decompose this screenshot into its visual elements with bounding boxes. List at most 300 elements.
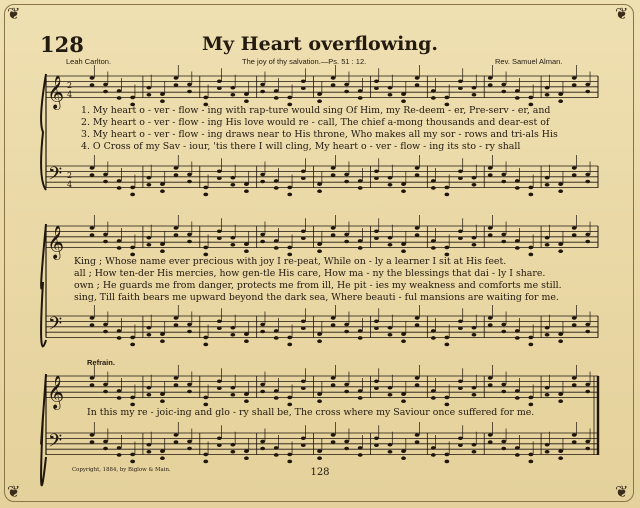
note-head bbox=[174, 83, 179, 87]
note-head bbox=[488, 233, 493, 237]
note-head bbox=[331, 166, 336, 170]
note-head bbox=[146, 86, 151, 90]
note-head bbox=[217, 319, 222, 323]
note-head bbox=[515, 246, 520, 250]
note-head bbox=[187, 390, 192, 394]
note-head bbox=[187, 240, 192, 244]
note-head bbox=[388, 386, 393, 390]
note-head bbox=[444, 453, 449, 457]
note-head bbox=[358, 239, 363, 243]
note-head bbox=[458, 436, 463, 440]
corner-ornament: ❦ bbox=[615, 482, 629, 501]
note-head bbox=[488, 226, 493, 230]
note-head bbox=[130, 396, 135, 400]
note-head bbox=[572, 76, 577, 80]
note-head bbox=[217, 229, 222, 233]
note-head bbox=[287, 96, 292, 100]
note-head bbox=[558, 189, 563, 193]
note-head bbox=[174, 440, 179, 444]
note-head bbox=[572, 173, 577, 177]
verse-2-line-2: all ; How ten-der His mercies, how gen-tle His care, How ma - ny the blessings that dai - ly I share. bbox=[74, 268, 546, 279]
note-head bbox=[301, 436, 306, 440]
note-head bbox=[585, 447, 590, 451]
note-head bbox=[203, 246, 208, 250]
note-head bbox=[317, 242, 322, 246]
note-head bbox=[130, 336, 135, 340]
note-head bbox=[545, 183, 550, 187]
note-head bbox=[160, 339, 165, 343]
time-signature: 4 bbox=[67, 90, 73, 99]
note-head bbox=[301, 379, 306, 383]
note-head bbox=[344, 233, 349, 237]
note-head bbox=[545, 326, 550, 330]
note-head bbox=[217, 436, 222, 440]
note-head bbox=[515, 179, 520, 183]
note-head bbox=[287, 193, 292, 197]
note-head bbox=[558, 392, 563, 396]
note-head bbox=[458, 443, 463, 447]
note-head bbox=[374, 229, 379, 233]
note-head bbox=[501, 390, 506, 394]
note-head bbox=[203, 403, 208, 407]
note-head bbox=[187, 383, 192, 387]
note-head bbox=[160, 332, 165, 336]
note-head bbox=[458, 86, 463, 90]
note-head bbox=[230, 443, 235, 447]
note-head bbox=[117, 389, 122, 393]
note-head bbox=[260, 440, 265, 444]
note-head bbox=[358, 389, 363, 393]
note-head bbox=[103, 173, 108, 177]
note-head bbox=[146, 393, 151, 397]
note-head bbox=[187, 83, 192, 87]
note-head bbox=[301, 443, 306, 447]
note-head bbox=[244, 182, 249, 186]
note-head bbox=[317, 392, 322, 396]
note-head bbox=[217, 236, 222, 240]
note-head bbox=[174, 376, 179, 380]
note-head bbox=[415, 383, 420, 387]
note-head bbox=[358, 329, 363, 333]
note-head bbox=[331, 83, 336, 87]
refrain-lyrics: In this my re - joic-ing and glo - ry shall be, The cross where my Saviour once suffered for me. bbox=[87, 407, 535, 418]
note-head bbox=[572, 433, 577, 437]
note-head bbox=[401, 332, 406, 336]
note-head bbox=[103, 90, 108, 94]
note-head bbox=[344, 390, 349, 394]
note-head bbox=[217, 169, 222, 173]
note-head bbox=[244, 249, 249, 253]
note-head bbox=[90, 173, 95, 177]
note-head bbox=[203, 96, 208, 100]
note-head bbox=[317, 99, 322, 103]
note-head bbox=[358, 179, 363, 183]
verse-4-line-1: 4. O Cross of my Sav - iour, 'tis there I will cling, My heart o - ver - flow - ing its sto - ry shall bbox=[81, 141, 521, 152]
note-head bbox=[187, 90, 192, 94]
note-head bbox=[415, 376, 420, 380]
note-head bbox=[388, 243, 393, 247]
note-head bbox=[458, 386, 463, 390]
note-head bbox=[244, 92, 249, 96]
note-head bbox=[472, 183, 477, 187]
note-head bbox=[415, 316, 420, 320]
note-head bbox=[572, 440, 577, 444]
note-head bbox=[501, 383, 506, 387]
note-head bbox=[160, 99, 165, 103]
note-head bbox=[160, 182, 165, 186]
note-head bbox=[274, 186, 279, 190]
note-head bbox=[230, 86, 235, 90]
brace bbox=[41, 224, 46, 347]
note-head bbox=[585, 90, 590, 94]
note-head bbox=[388, 393, 393, 397]
hymn-number: 128 bbox=[40, 32, 84, 57]
note-head bbox=[585, 440, 590, 444]
note-head bbox=[187, 233, 192, 237]
note-head bbox=[585, 323, 590, 327]
note-head bbox=[374, 326, 379, 330]
verse-3-line-2: own ; He guards me from danger, protects me from ill, He pit - ies my weakness and comforts me still. bbox=[74, 280, 562, 291]
note-head bbox=[90, 166, 95, 170]
note-head bbox=[274, 246, 279, 250]
note-head bbox=[90, 433, 95, 437]
note-head bbox=[317, 249, 322, 253]
note-head bbox=[103, 330, 108, 334]
note-head bbox=[130, 186, 135, 190]
note-head bbox=[515, 329, 520, 333]
note-head bbox=[103, 447, 108, 451]
note-head bbox=[558, 242, 563, 246]
note-head bbox=[130, 96, 135, 100]
note-head bbox=[146, 333, 151, 337]
note-head bbox=[317, 449, 322, 453]
note-head bbox=[374, 236, 379, 240]
note-head bbox=[103, 323, 108, 327]
note-head bbox=[472, 450, 477, 454]
note-head bbox=[388, 450, 393, 454]
note-head bbox=[174, 76, 179, 80]
note-head bbox=[287, 403, 292, 407]
note-head bbox=[585, 233, 590, 237]
note-head bbox=[230, 450, 235, 454]
note-head bbox=[274, 336, 279, 340]
note-head bbox=[90, 376, 95, 380]
note-head bbox=[415, 233, 420, 237]
note-head bbox=[558, 99, 563, 103]
note-head bbox=[585, 330, 590, 334]
note-head bbox=[374, 436, 379, 440]
note-head bbox=[230, 93, 235, 97]
note-head bbox=[274, 446, 279, 450]
note-head bbox=[344, 323, 349, 327]
note-head bbox=[130, 343, 135, 347]
note-head bbox=[217, 386, 222, 390]
note-head bbox=[344, 180, 349, 184]
note-head bbox=[160, 392, 165, 396]
note-head bbox=[103, 383, 108, 387]
note-head bbox=[117, 336, 122, 340]
note-head bbox=[130, 460, 135, 464]
note-head bbox=[472, 176, 477, 180]
note-head bbox=[401, 249, 406, 253]
note-head bbox=[146, 183, 151, 187]
note-head bbox=[515, 446, 520, 450]
note-head bbox=[260, 447, 265, 451]
note-head bbox=[174, 323, 179, 327]
note-head bbox=[274, 89, 279, 93]
note-head bbox=[117, 96, 122, 100]
note-head bbox=[117, 89, 122, 93]
note-head bbox=[117, 246, 122, 250]
note-head bbox=[374, 443, 379, 447]
note-head bbox=[528, 453, 533, 457]
note-head bbox=[301, 86, 306, 90]
note-head bbox=[301, 79, 306, 83]
note-head bbox=[317, 339, 322, 343]
note-head bbox=[488, 173, 493, 177]
note-head bbox=[388, 86, 393, 90]
note-head bbox=[558, 332, 563, 336]
note-head bbox=[331, 323, 336, 327]
note-head bbox=[103, 180, 108, 184]
note-head bbox=[174, 316, 179, 320]
note-head bbox=[488, 433, 493, 437]
note-head bbox=[301, 319, 306, 323]
note-head bbox=[90, 440, 95, 444]
note-head bbox=[388, 326, 393, 330]
note-head bbox=[130, 193, 135, 197]
note-head bbox=[572, 233, 577, 237]
note-head bbox=[585, 383, 590, 387]
note-head bbox=[388, 236, 393, 240]
note-head bbox=[472, 393, 477, 397]
note-head bbox=[472, 93, 477, 97]
note-head bbox=[431, 239, 436, 243]
note-head bbox=[301, 326, 306, 330]
note-head bbox=[458, 236, 463, 240]
note-head bbox=[572, 316, 577, 320]
note-head bbox=[488, 166, 493, 170]
note-head bbox=[244, 456, 249, 460]
note-head bbox=[146, 236, 151, 240]
note-head bbox=[174, 433, 179, 437]
note-head bbox=[472, 386, 477, 390]
note-head bbox=[388, 443, 393, 447]
note-head bbox=[174, 383, 179, 387]
note-head bbox=[572, 166, 577, 170]
note-head bbox=[558, 339, 563, 343]
note-head bbox=[585, 180, 590, 184]
note-head bbox=[203, 193, 208, 197]
note-head bbox=[103, 233, 108, 237]
note-head bbox=[358, 96, 363, 100]
note-head bbox=[260, 173, 265, 177]
note-head bbox=[401, 339, 406, 343]
note-head bbox=[90, 226, 95, 230]
note-head bbox=[160, 456, 165, 460]
note-head bbox=[431, 246, 436, 250]
note-head bbox=[317, 456, 322, 460]
bass-clef: 𝄢 bbox=[48, 431, 63, 457]
note-head bbox=[444, 336, 449, 340]
note-head bbox=[187, 173, 192, 177]
note-head bbox=[160, 242, 165, 246]
note-head bbox=[287, 246, 292, 250]
note-head bbox=[545, 236, 550, 240]
note-head bbox=[187, 330, 192, 334]
note-head bbox=[230, 326, 235, 330]
note-head bbox=[344, 383, 349, 387]
note-head bbox=[401, 182, 406, 186]
note-head bbox=[331, 440, 336, 444]
note-head bbox=[401, 399, 406, 403]
note-head bbox=[501, 447, 506, 451]
note-head bbox=[415, 440, 420, 444]
note-head bbox=[358, 446, 363, 450]
note-head bbox=[431, 89, 436, 93]
note-head bbox=[260, 390, 265, 394]
note-head bbox=[415, 323, 420, 327]
note-head bbox=[444, 96, 449, 100]
note-head bbox=[545, 243, 550, 247]
note-head bbox=[472, 236, 477, 240]
note-head bbox=[458, 176, 463, 180]
note-head bbox=[458, 326, 463, 330]
verse-3-line-1: 3. My heart o - ver - flow - ing draws near to His throne, Who makes all my sor - rows and tri-als His bbox=[81, 129, 558, 140]
note-head bbox=[515, 89, 520, 93]
treble-clef: 𝄞 bbox=[47, 374, 65, 409]
note-head bbox=[301, 169, 306, 173]
note-head bbox=[244, 449, 249, 453]
note-head bbox=[344, 240, 349, 244]
note-head bbox=[174, 233, 179, 237]
note-head bbox=[103, 83, 108, 87]
note-head bbox=[244, 99, 249, 103]
note-head bbox=[374, 319, 379, 323]
note-head bbox=[388, 183, 393, 187]
note-head bbox=[515, 96, 520, 100]
note-head bbox=[515, 336, 520, 340]
verse-4-line-2: sing, Till faith bears me upward beyond the dark sea, Where beauti - ful mansions are waiting for me. bbox=[74, 292, 559, 303]
note-head bbox=[572, 226, 577, 230]
note-head bbox=[431, 446, 436, 450]
note-head bbox=[374, 176, 379, 180]
copyright-notice: Copyright, 1884, by Biglow & Main. bbox=[72, 467, 171, 473]
note-head bbox=[317, 332, 322, 336]
note-head bbox=[344, 447, 349, 451]
note-head bbox=[260, 180, 265, 184]
note-head bbox=[146, 443, 151, 447]
note-head bbox=[103, 240, 108, 244]
note-head bbox=[501, 83, 506, 87]
note-head bbox=[415, 226, 420, 230]
note-head bbox=[388, 176, 393, 180]
note-head bbox=[230, 236, 235, 240]
note-head bbox=[358, 453, 363, 457]
note-head bbox=[274, 329, 279, 333]
note-head bbox=[431, 96, 436, 100]
note-head bbox=[90, 383, 95, 387]
note-head bbox=[90, 323, 95, 327]
note-head bbox=[401, 99, 406, 103]
note-head bbox=[374, 169, 379, 173]
note-head bbox=[260, 240, 265, 244]
note-head bbox=[331, 233, 336, 237]
note-head bbox=[274, 179, 279, 183]
note-head bbox=[230, 183, 235, 187]
brace bbox=[41, 74, 46, 190]
note-head bbox=[444, 186, 449, 190]
note-head bbox=[260, 83, 265, 87]
note-head bbox=[358, 336, 363, 340]
note-head bbox=[528, 336, 533, 340]
note-head bbox=[572, 383, 577, 387]
corner-ornament: ❦ bbox=[7, 482, 21, 501]
note-head bbox=[203, 460, 208, 464]
note-head bbox=[103, 440, 108, 444]
note-head bbox=[558, 456, 563, 460]
note-head bbox=[431, 389, 436, 393]
note-head bbox=[528, 396, 533, 400]
note-head bbox=[458, 229, 463, 233]
page-number: 128 bbox=[310, 467, 330, 478]
note-head bbox=[528, 403, 533, 407]
note-head bbox=[388, 333, 393, 337]
note-head bbox=[344, 440, 349, 444]
note-head bbox=[501, 173, 506, 177]
note-head bbox=[472, 243, 477, 247]
note-head bbox=[401, 242, 406, 246]
note-head bbox=[331, 76, 336, 80]
note-head bbox=[488, 440, 493, 444]
note-head bbox=[331, 383, 336, 387]
note-head bbox=[515, 186, 520, 190]
note-head bbox=[331, 376, 336, 380]
verse-1-line-1: 1. My heart o - ver - flow - ing with rap-ture would sing Of Him, my Re-deem - er, Pre-serv - er, and bbox=[81, 105, 551, 116]
note-head bbox=[274, 96, 279, 100]
note-head bbox=[203, 186, 208, 190]
note-head bbox=[317, 182, 322, 186]
note-head bbox=[160, 399, 165, 403]
note-head bbox=[260, 90, 265, 94]
note-head bbox=[160, 92, 165, 96]
note-head bbox=[301, 229, 306, 233]
note-head bbox=[130, 403, 135, 407]
note-head bbox=[545, 393, 550, 397]
note-head bbox=[244, 189, 249, 193]
note-head bbox=[274, 453, 279, 457]
note-head bbox=[203, 336, 208, 340]
bass-clef: 𝄢 bbox=[48, 164, 63, 190]
note-head bbox=[458, 379, 463, 383]
note-head bbox=[415, 166, 420, 170]
note-head bbox=[244, 399, 249, 403]
note-head bbox=[501, 240, 506, 244]
note-head bbox=[585, 240, 590, 244]
note-head bbox=[230, 176, 235, 180]
note-head bbox=[287, 453, 292, 457]
note-head bbox=[488, 323, 493, 327]
note-head bbox=[358, 396, 363, 400]
note-head bbox=[287, 396, 292, 400]
note-head bbox=[472, 326, 477, 330]
note-head bbox=[431, 453, 436, 457]
note-head bbox=[174, 166, 179, 170]
note-head bbox=[260, 323, 265, 327]
note-head bbox=[444, 396, 449, 400]
note-head bbox=[203, 396, 208, 400]
note-head bbox=[528, 246, 533, 250]
